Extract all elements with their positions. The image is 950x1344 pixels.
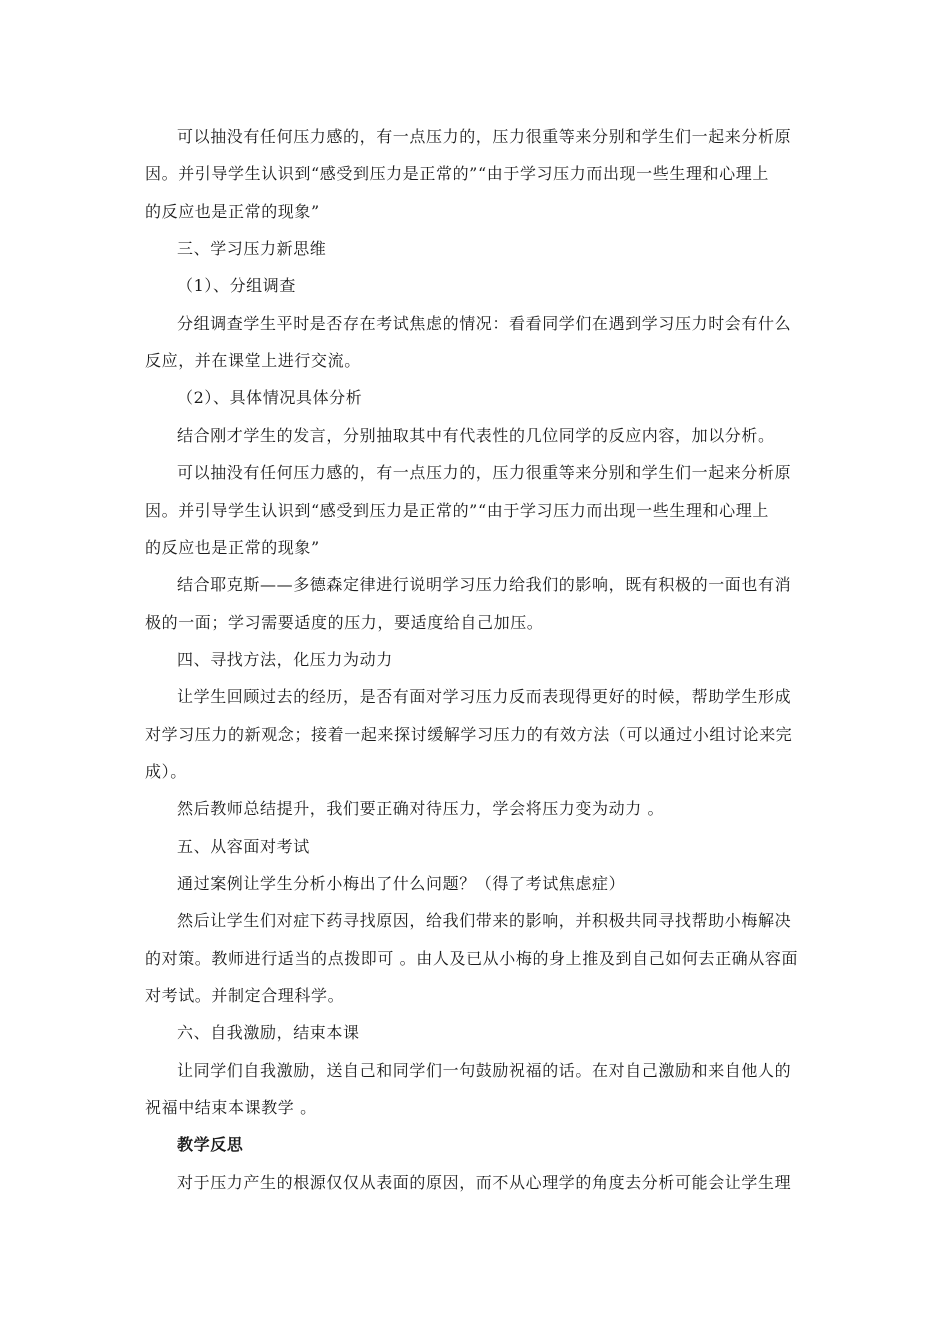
text-line: 反应，并在课堂上进行交流。 [145,351,361,370]
text-line: 结合耶克斯——多德森定律进行说明学习压力给我们的影响，既有积极的一面也有消 [177,575,792,594]
text-line: （2）、具体情况具体分析 [177,388,363,407]
text-line: 六、自我激励，结束本课 [177,1023,360,1042]
text-line: 极的一面；学习需要适度的压力，要适度给自己加压。 [145,613,544,632]
text-line: 四、寻找方法，化压力为动力 [177,650,393,669]
text-line: 可以抽没有任何压力感的，有一点压力的，压力很重等来分别和学生们一起来分析原 [177,463,792,482]
text-line: 分组调查学生平时是否存在考试焦虑的情况：看看同学们在遇到学习压力时会有什么 [177,314,792,333]
text-line: 结合刚才学生的发言，分别抽取其中有代表性的几位同学的反应内容，加以分析。 [177,426,775,445]
text-line: 的对策。教师进行适当的点拨即可 。由人及已从小梅的身上推及到自己如何去正确从容面 [145,949,799,968]
text-line: 对考试。并制定合理科学。 [145,986,345,1005]
text-line: 通过案例让学生分析小梅出了什么问题？（得了考试焦虑症） [177,874,626,893]
text-line: 对学习压力的新观念；接着一起来探讨缓解学习压力的有效方法（可以通过小组讨论来完 [145,725,793,744]
text-line: 三、学习压力新思维 [177,239,327,258]
text-line: 对于压力产生的根源仅仅从表面的原因，而不从心理学的角度去分析可能会让学生理 [177,1173,792,1192]
text-line: 五、从容面对考试 [177,837,310,856]
text-line: 的反应也是正常的现象” [145,202,320,221]
text-line: 成）。 [145,762,187,781]
text-line: 因。并引导学生认识到“感受到压力是正常的”“由于学习压力而出现一些生理和心理上 [145,501,769,520]
text-line: （1）、分组调查 [177,276,296,295]
text-line: 因。并引导学生认识到“感受到压力是正常的”“由于学习压力而出现一些生理和心理上 [145,164,769,183]
text-line: 祝福中结束本课教学 。 [145,1098,317,1117]
text-line: 让同学们自我激励，送自己和同学们一句鼓励祝福的话。在对自己激励和来自他人的 [177,1061,792,1080]
text-line: 让学生回顾过去的经历，是否有面对学习压力反而表现得更好的时候，帮助学生形成 [177,687,792,706]
section-heading: 教学反思 [177,1135,244,1154]
text-line: 的反应也是正常的现象” [145,538,320,557]
text-line: 可以抽没有任何压力感的，有一点压力的，压力很重等来分别和学生们一起来分析原 [177,127,792,146]
text-line: 然后教师总结提升，我们要正确对待压力，学会将压力变为动力 。 [177,799,665,818]
text-line: 然后让学生们对症下药寻找原因，给我们带来的影响，并积极共同寻找帮助小梅解决 [177,911,792,930]
